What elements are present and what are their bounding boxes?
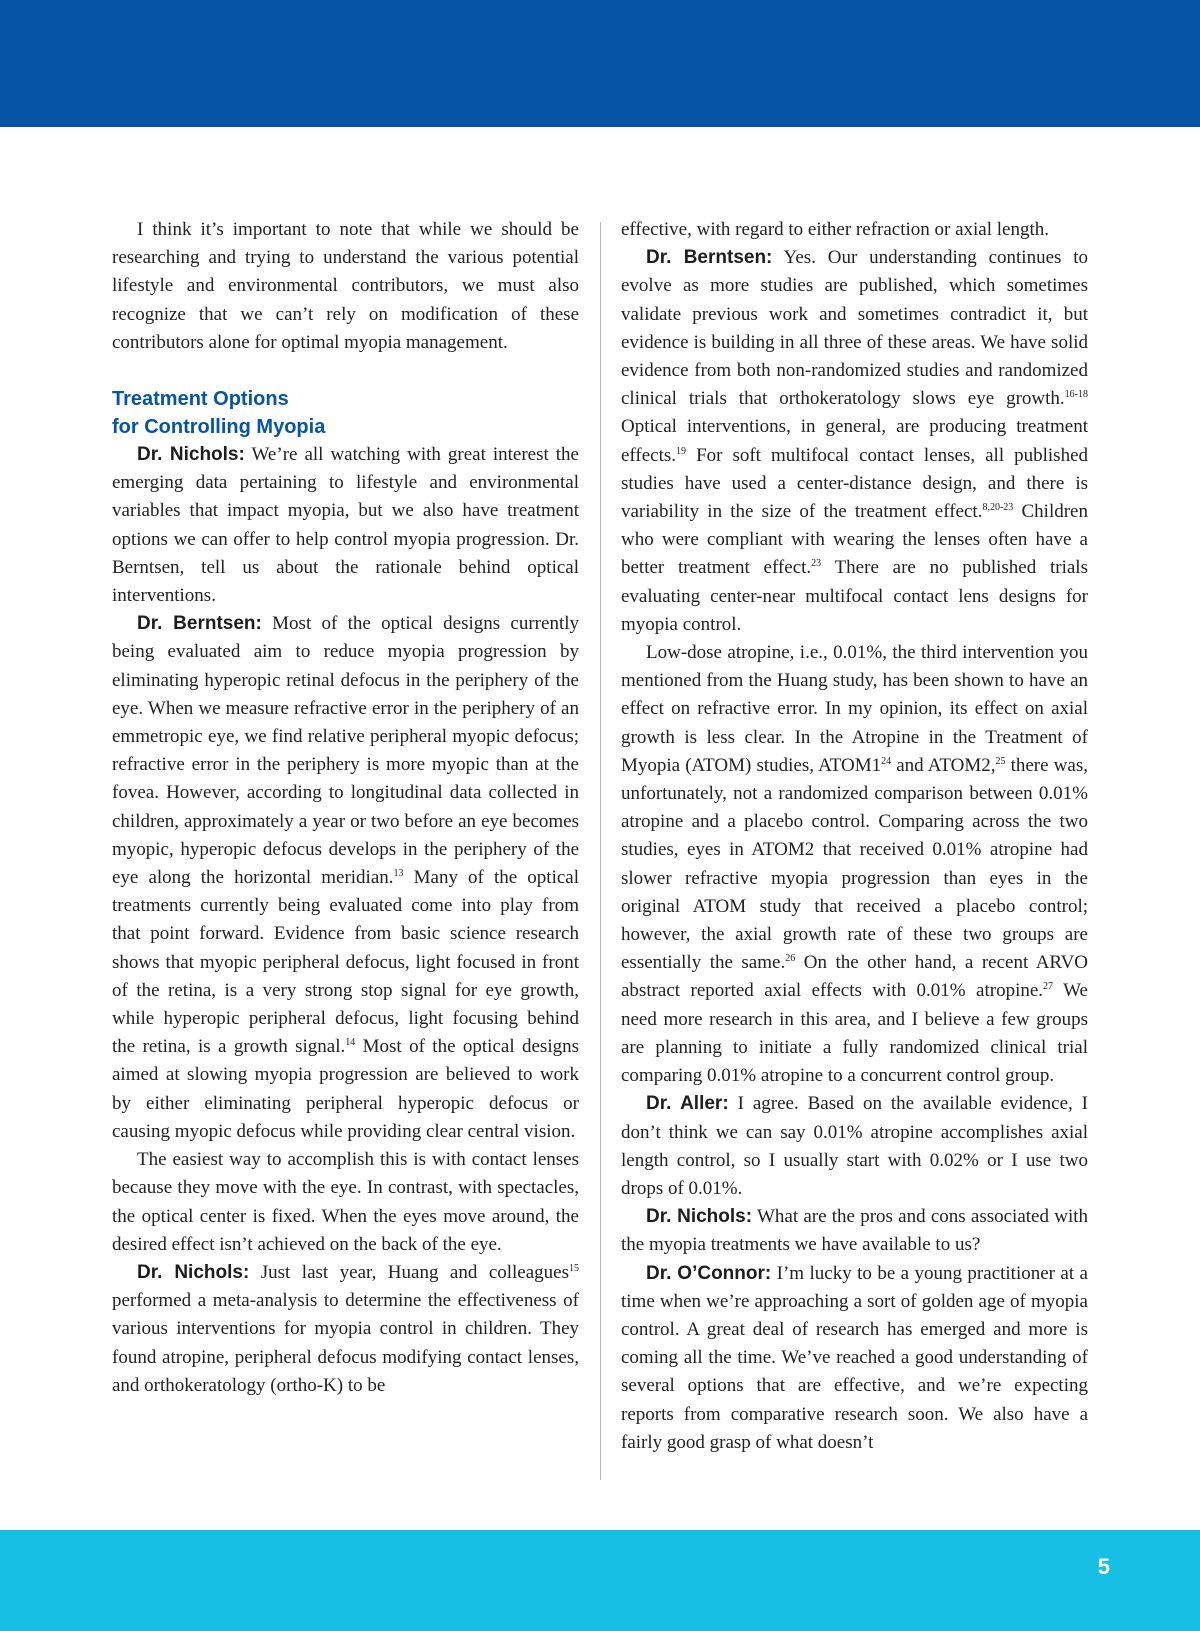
right-column — [621, 216, 1088, 1457]
reference-superscript: 14 — [345, 1037, 356, 1049]
column-divider — [600, 222, 601, 1480]
body-paragraph: Dr. O’Connor: I’m lucky to be a young practitioner at a time when we’re approaching a sort of golden age of myopia control. A great deal of research has emerged and more is coming all the time. We’ve reached a good understanding of several options that are effective, and we’re expecting reports from comparative research soon. We also have a fairly good grasp of what doesn’t — [621, 1262, 1088, 1453]
body-paragraph: Dr. Nichols: Just last year, Huang and colleagues$^{15}$ performed a meta-analysis to determine the effectiveness of various interventions for myopia control in children. They found atropine, peripheral defocus modifying contact lenses, and orthokeratology (ortho-K) to be — [112, 1261, 580, 1396]
body-paragraph: Dr. Aller: I agree. Based on the available evidence, I don’t think we can say 0.01% atropine accomplishes axial length control, so I usually start with 0.02% or I use two drops of 0.01%. — [621, 1093, 1088, 1199]
section-heading — [112, 385, 579, 441]
reference-superscript: 25 — [995, 755, 1006, 767]
speaker-name: Dr. Nichols: — [646, 1206, 753, 1228]
reference-superscript: 27 — [1043, 981, 1054, 993]
body-paragraph: Dr. Nichols: We’re all watching with great interest the emerging data pertaining to lifestyle and environmental variables that impact myopia, but we also have treatment options we can offer to help control myopia progression. Dr. Berntsen, tell us about the rationale behind optical interventions. — [112, 444, 579, 607]
reference-superscript: 16-18 — [1064, 389, 1088, 401]
footer-band — [0, 1530, 1200, 1631]
heading-line: for Controlling Myopia — [112, 416, 326, 439]
reference-superscript: 13 — [393, 868, 404, 880]
speaker-name: Dr. Nichols: — [137, 1261, 250, 1283]
reference-superscript: 24 — [881, 755, 892, 767]
body-paragraph: Dr. Berntsen: Most of the optical designs currently being evaluated aim to reduce myopia progression by eliminating hyperopic retinal defocus in the periphery of the eye. When we measure refractive error in the periphery of an emmetropic eye, we find relative peripheral myopic defocus; refractive error in the periphery is more myopic than at the fovea. However, according to longitudinal data collected in children, approximately a year or two before an eye becomes myopic, hyperopic defocus develops in the periphery of the eye along the horizontal meridian.$^{13}$ Many of the optical treatments currently being evaluated come into play from that point forward. Evidence from basic science research shows that myopic peripheral defocus, light focused in front of the retina, is a very strong stop signal for eye growth, while hyperopic peripheral defocus, light focusing behind the retina, is a growth signal.$^{14}$ Most of the optical designs aimed at slowing myopia progression are believed to work by either eliminating peripheral hyperopic defocus or causing myopic defocus while providing clear central vision. — [112, 613, 580, 1142]
reference-superscript: 19 — [676, 445, 687, 457]
header-band — [0, 0, 1200, 127]
page-number: 5 — [1097, 1554, 1110, 1579]
left-column — [112, 216, 579, 1400]
speaker-name: Dr. Nichols: — [137, 444, 245, 466]
body-paragraph: Dr. Berntsen: Yes. Our understanding continues to evolve as more studies are published, which sometimes validate previous work and sometimes contradict it, but evidence is building in all three of these areas. We have solid evidence from both non-randomized studies and randomized clinical trials that orthokeratology slows eye growth.$^{16-18}$ Optical interventions, in general, are producing treatment effects.$^{19}$ For soft multifocal contact lenses, all published studies have used a center-distance design, and there is variability in the size of the treatment effect.$^{8,20-23}$ Children who were compliant with wearing the lenses often have a better treatment effect.$^{23}$ There are no published trials evaluating center-near multifocal contact lens designs for myopia control. — [621, 247, 1089, 635]
speaker-name: Dr. Berntsen: — [646, 247, 773, 269]
speaker-name: Dr. Aller: — [646, 1093, 729, 1115]
body-paragraph: effective, with regard to either refraction or axial length. — [621, 219, 1050, 240]
heading-line: Treatment Options — [112, 388, 289, 411]
reference-superscript: 15 — [569, 1262, 580, 1274]
reference-superscript: 23 — [811, 558, 822, 570]
body-paragraph: I think it’s important to note that while we should be researching and trying to understand the various potential lifestyle and environmental contributors, we must also recognize that we can’t rely on modification of these contributors alone for optimal myopia management. — [112, 219, 579, 353]
body-paragraph: Low-dose atropine, i.e., 0.01%, the third intervention you mentioned from the Huang study, has been shown to have an effect on refractive error. In my opinion, its effect on axial growth is less clear. In the Atropine in the Treatment of Myopia (ATOM) studies, $ATOM1^{24}$ and ATOM2,25 there was, unfortunately, not a randomized comparison between 0.01% atropine and a placebo control. Comparing across the two studies, eyes in ATOM2 that received 0.01% atropine had slower refractive myopia progression than eyes in the original ATOM study that received a placebo control; however, the axial growth rate of these two groups are essentially the same.$^{26}$ On the other hand, a recent ARVO abstract reported axial effects with 0.01% atropine.$^{27}$ We need more research in this area, and I believe a few groups are planning to initiate a fully randomized clinical trial comparing 0.01% atropine to a concurrent control group. — [621, 642, 1089, 1087]
body-paragraph: The easiest way to accomplish this is with contact lenses because they move with the eye. In contrast, with spectacles, the optical center is fixed. When the eyes move around, the desired effect isn’t achieved on the back of the eye. — [112, 1149, 579, 1255]
reference-superscript: 26 — [785, 953, 796, 965]
speaker-name: Dr. Berntsen: — [137, 613, 262, 635]
reference-superscript: 8,20-23 — [982, 502, 1014, 514]
speaker-name: Dr. O’Connor: — [646, 1262, 772, 1284]
body-paragraph: Dr. Nichols: What are the pros and cons associated with the myopia treatments we have available to us? — [621, 1206, 1088, 1256]
